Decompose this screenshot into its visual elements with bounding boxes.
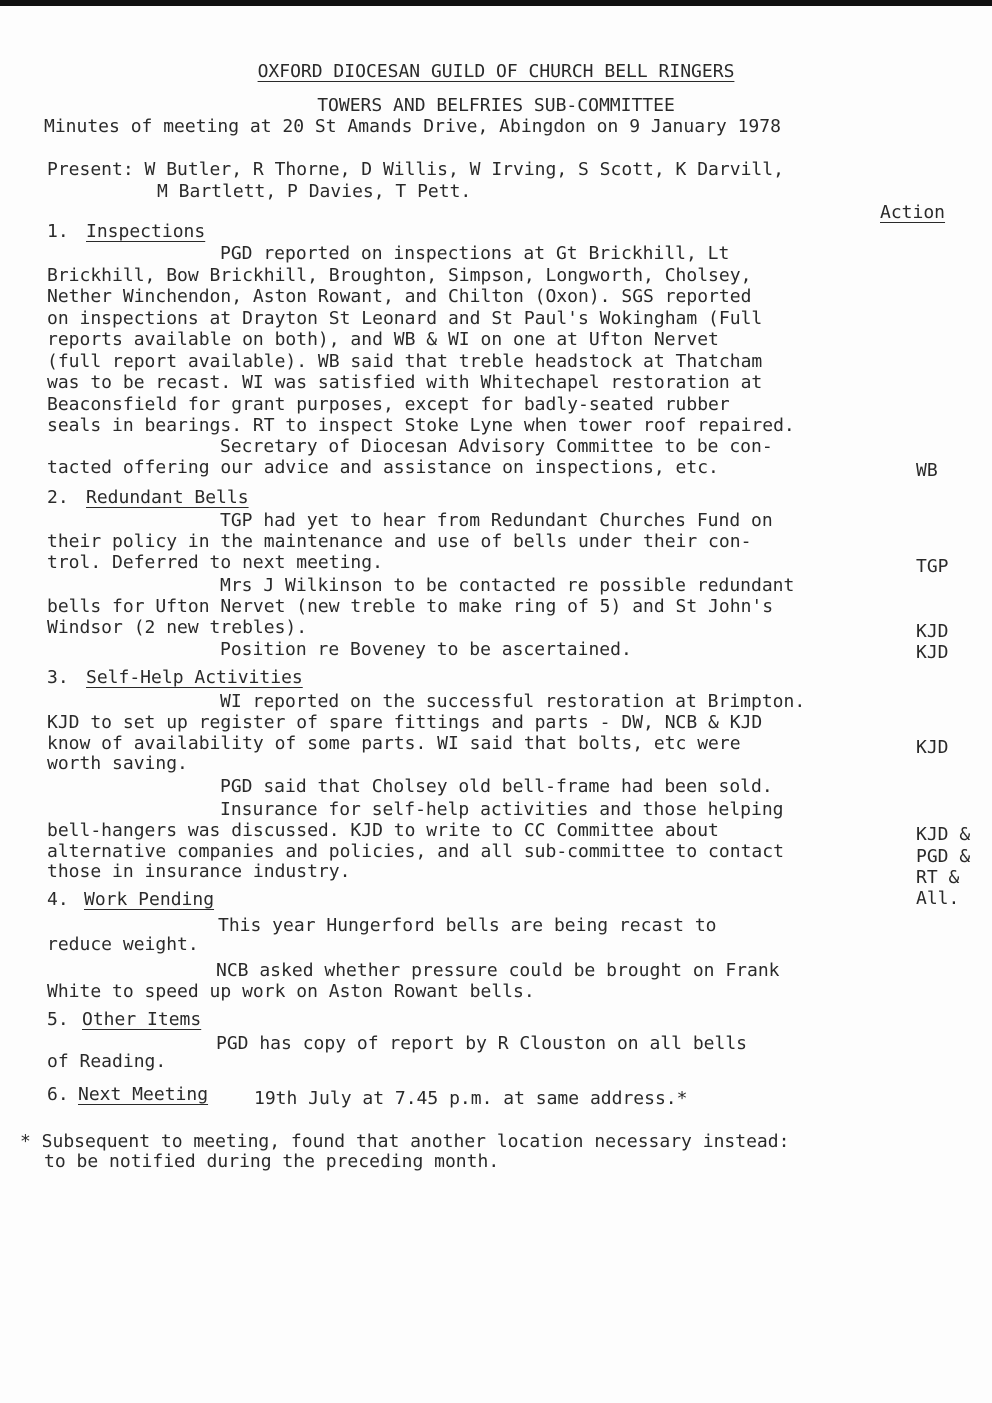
- section-line: trol. Deferred to next meeting.: [47, 552, 383, 573]
- section-line: of Reading.: [47, 1051, 167, 1072]
- section-heading: Other Items: [82, 1009, 202, 1030]
- document-subtitle: TOWERS AND BELFRIES SUB-COMMITTEE: [317, 95, 675, 116]
- section-line: TGP had yet to hear from Redundant Churches Fund on: [220, 510, 773, 531]
- section-line: alternative companies and policies, and all sub-committee to contact: [47, 841, 784, 862]
- section-line: PGD reported on inspections at Gt Brickhill, Lt: [220, 243, 730, 264]
- section-heading: Next Meeting: [78, 1084, 209, 1105]
- section-number: 2.: [47, 487, 69, 508]
- action-initials: KJD: [916, 621, 949, 642]
- section-line: bell-hangers was discussed. KJD to write to CC Committee about: [47, 820, 719, 841]
- section-line: White to speed up work on Aston Rowant bells.: [47, 981, 535, 1002]
- scan-edge: [0, 0, 992, 6]
- section-line: PGD said that Cholsey old bell-frame had been sold.: [220, 776, 773, 797]
- section-line: Position re Boveney to be ascertained.: [220, 639, 632, 660]
- section-line: PGD has copy of report by R Clouston on all bells: [216, 1033, 748, 1054]
- section-line: This year Hungerford bells are being recast to: [218, 915, 717, 936]
- section-line: Insurance for self-help activities and those helping: [220, 799, 784, 820]
- action-initials: KJD: [916, 737, 949, 758]
- action-initials: KJD: [916, 642, 949, 663]
- section-number: 6.: [47, 1084, 69, 1105]
- action-initials: TGP: [916, 556, 949, 577]
- footnote-line-1: * Subsequent to meeting, found that another location necessary instead:: [20, 1131, 790, 1152]
- action-initials: KJD &: [916, 824, 971, 845]
- section-heading: Work Pending: [84, 889, 215, 910]
- section-line: (full report available). WB said that treble headstock at Thatcham: [47, 351, 763, 372]
- action-column-heading: Action: [880, 202, 946, 223]
- section-line: KJD to set up register of spare fittings and parts - DW, NCB & KJD: [47, 712, 763, 733]
- meeting-details: Minutes of meeting at 20 St Amands Drive, Abingdon on 9 January 1978: [44, 116, 781, 137]
- section-line: 19th July at 7.45 p.m. at same address.*: [254, 1088, 688, 1109]
- present-line-2: M Bartlett, P Davies, T Pett.: [157, 181, 472, 202]
- document-title: OXFORD DIOCESAN GUILD OF CHURCH BELL RINGERS: [257, 61, 735, 82]
- section-line: Beaconsfield for grant purposes, except for badly-seated rubber: [47, 394, 730, 415]
- section-line: tacted offering our advice and assistance on inspections, etc.: [47, 457, 719, 478]
- section-line: reduce weight.: [47, 934, 199, 955]
- section-line: Brickhill, Bow Brickhill, Broughton, Simpson, Longworth, Cholsey,: [47, 265, 752, 286]
- section-line: was to be recast. WI was satisfied with Whitechapel restoration at: [47, 372, 763, 393]
- section-line: their policy in the maintenance and use of bells under their con-: [47, 531, 752, 552]
- action-initials: PGD &: [916, 846, 971, 867]
- section-line: seals in bearings. RT to inspect Stoke Lyne when tower roof repaired.: [47, 415, 795, 436]
- section-heading: Inspections: [86, 221, 206, 242]
- section-heading: Redundant Bells: [86, 487, 249, 508]
- footnote-line-2: to be notified during the preceding month.: [44, 1151, 500, 1172]
- section-line: know of availability of some parts. WI said that bolts, etc were: [47, 733, 741, 754]
- section-number: 5.: [47, 1009, 69, 1030]
- present-line-1: Present: W Butler, R Thorne, D Willis, W Irving, S Scott, K Darvill,: [47, 159, 784, 180]
- action-initials: WB: [916, 460, 938, 481]
- section-line: reports available on both), and WB & WI on one at Ufton Nervet: [47, 329, 719, 350]
- section-heading: Self-Help Activities: [86, 667, 303, 688]
- action-initials: All.: [916, 888, 960, 909]
- section-number: 1.: [47, 221, 69, 242]
- section-number: 4.: [47, 889, 69, 910]
- section-line: Mrs J Wilkinson to be contacted re possible redundant: [220, 575, 795, 596]
- section-line: WI reported on the successful restoration at Brimpton.: [220, 691, 806, 712]
- section-line: bells for Ufton Nervet (new treble to make ring of 5) and St John's: [47, 596, 774, 617]
- action-initials: RT &: [916, 867, 960, 888]
- section-line: on inspections at Drayton St Leonard and St Paul's Wokingham (Full: [47, 308, 763, 329]
- section-number: 3.: [47, 667, 69, 688]
- section-line: worth saving.: [47, 753, 188, 774]
- section-line: NCB asked whether pressure could be brought on Frank: [216, 960, 780, 981]
- section-line: Nether Winchendon, Aston Rowant, and Chilton (Oxon). SGS reported: [47, 286, 752, 307]
- section-line: Secretary of Diocesan Advisory Committee to be con-: [220, 436, 773, 457]
- section-line: those in insurance industry.: [47, 861, 351, 882]
- section-line: Windsor (2 new trebles).: [47, 617, 308, 638]
